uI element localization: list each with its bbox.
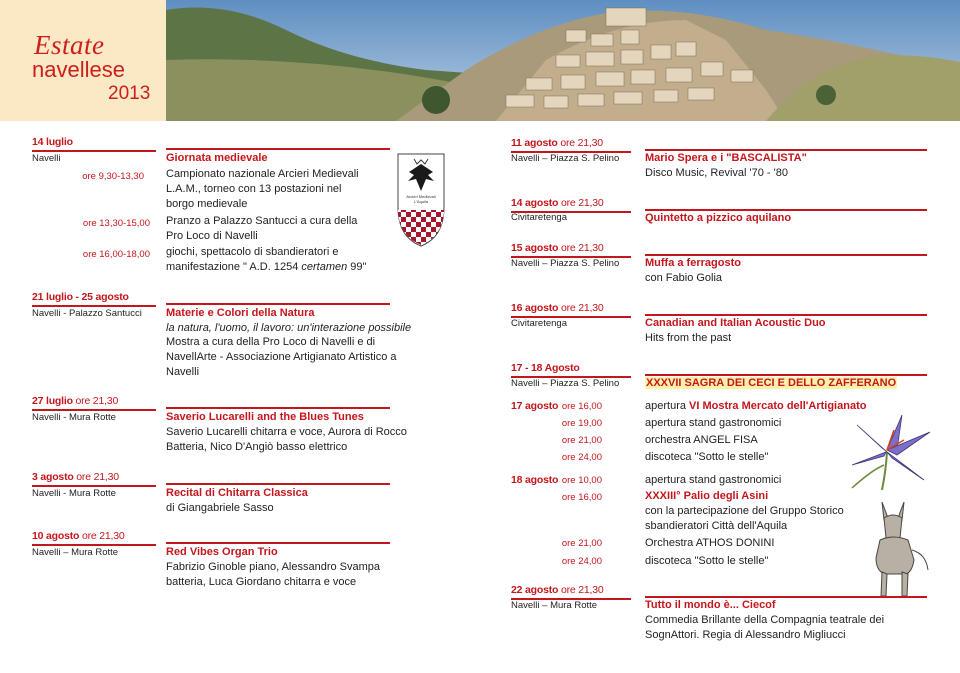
- event-title: Red Vibes Organ Trio: [166, 546, 278, 558]
- event-place: Civitaretenga: [511, 318, 567, 329]
- event-date: 27 luglio ore 21,30: [32, 395, 119, 407]
- event-place: Navelli - Palazzo Santucci: [32, 308, 142, 319]
- brand-line2: navellese: [32, 57, 125, 82]
- event-title: Recital di Chitarra Classica: [166, 487, 308, 499]
- event-title: Materie e Colori della Natura: [166, 307, 315, 319]
- event-place: Navelli – Mura Rotte: [32, 547, 119, 558]
- divider: [645, 209, 927, 211]
- event-time: ore 24,00: [561, 452, 602, 463]
- sub-date: 17 agosto: [511, 400, 559, 412]
- event-time: ore 21,00: [561, 435, 602, 446]
- event-title: Mario Spera e i "BASCALISTA": [645, 152, 807, 164]
- event-time: ore 13,30-15,00: [82, 218, 150, 229]
- divider: [166, 542, 390, 544]
- event-time: ore 19,00: [561, 418, 602, 429]
- event-place: Navelli – Mura Rotte: [511, 600, 598, 611]
- event-desc: Pranzo a Palazzo Santucci a cura della Pro Loco di Navelli: [166, 215, 358, 242]
- divider: [166, 483, 390, 485]
- divider: [166, 148, 390, 150]
- event-date: 17 - 18 Agosto: [511, 362, 580, 374]
- divider: [645, 374, 927, 376]
- event-place: Navelli: [32, 153, 61, 164]
- program-item: Orchestra ATHOS DONINI: [645, 537, 775, 549]
- event-title: Canadian and Italian Acoustic Duo: [645, 317, 826, 329]
- program-item: apertura stand gastronomici: [645, 417, 782, 429]
- program-item: apertura VI Mostra Mercato dell'Artigianato: [645, 400, 867, 412]
- divider: [645, 149, 927, 151]
- brand-block: [0, 0, 166, 121]
- event-place: Navelli – Piazza S. Pelino: [511, 153, 620, 164]
- program-item: orchestra ANGEL FISA: [645, 434, 758, 446]
- event-title: Giornata medievale: [166, 152, 268, 164]
- event-time: ore 21,00: [561, 538, 602, 549]
- event-date: 14 luglio: [32, 136, 73, 148]
- event-desc: con Fabio Golia: [645, 272, 723, 284]
- event-date: 21 luglio - 25 agosto: [32, 291, 129, 303]
- event-title: Quintetto a pizzico aquilano: [645, 212, 792, 224]
- event-time: ore 16,00-18,00: [82, 249, 150, 260]
- event-time: ore 9,30-13,30: [82, 171, 144, 182]
- event-date: 14 agosto ore 21,30: [511, 197, 604, 209]
- event-date: 16 agosto ore 21,30: [511, 302, 604, 314]
- event-place: Navelli - Mura Rotte: [32, 488, 116, 499]
- event-time: ore 24,00: [561, 556, 602, 567]
- event-time: ore 16,00: [561, 492, 602, 503]
- divider: [32, 409, 156, 411]
- village-panorama-image: [166, 0, 960, 121]
- divider: [166, 303, 390, 305]
- program-item: discoteca "Sotto le stelle": [645, 451, 769, 463]
- crest-caption: Arcieri Medievali L'Aquila: [406, 194, 436, 204]
- event-desc: Commedia Brillante della Compagnia teatrale dei SognAttori. Regia di Alessandro Migliucci: [645, 614, 885, 641]
- event-date: 22 agosto ore 21,30: [511, 584, 604, 596]
- event-time: ore 10,00: [561, 475, 602, 486]
- crest-logo: [396, 152, 446, 253]
- event-date: 15 agosto ore 21,30: [511, 242, 604, 254]
- saffron-flower-illustration: [842, 410, 937, 500]
- event-desc: Campionato nazionale Arcieri Medievali L.A.M., torneo con 13 postazioni nel borgo medievale: [166, 168, 359, 210]
- event-desc: Hits from the past: [645, 332, 732, 344]
- sub-date: 18 agosto: [511, 474, 559, 486]
- event-place: Civitaretenga: [511, 212, 567, 223]
- brand-line1: Estate: [34, 30, 105, 60]
- event-place: Navelli – Piazza S. Pelino: [511, 258, 620, 269]
- divider: [645, 596, 927, 598]
- event-time: ore 16,00: [561, 401, 602, 412]
- event-date: 3 agosto ore 21,30: [32, 471, 119, 483]
- event-title: XXXVII SAGRA DEI CECI E DELLO ZAFFERANO: [646, 377, 897, 389]
- event-desc: Disco Music, Revival '70 - '80: [645, 167, 788, 179]
- donkey-illustration: [868, 500, 938, 603]
- event-desc: giochi, spettacolo di sbandieratori e manifestazione " A.D. 1254 certamen 99": [166, 246, 367, 273]
- event-desc: di Giangabriele Sasso: [166, 502, 274, 514]
- event-desc: Mostra a cura della Pro Loco di Navelli e di NavellArte - Associazione Artigianato Artistico a Navelli: [166, 336, 397, 378]
- event-desc: Saverio Lucarelli chitarra e voce, Aurora di Rocco Batteria, Nico D'Angiò basso elettrico: [166, 426, 407, 453]
- brand-year: 2013: [108, 83, 151, 104]
- divider: [32, 150, 156, 152]
- event-date: 11 agosto ore 21,30: [511, 137, 603, 149]
- event-desc: Fabrizio Ginoble piano, Alessandro Svampa batteria, Luca Giordano chitarra e voce: [166, 561, 381, 588]
- divider: [645, 254, 927, 256]
- program-item: discoteca "Sotto le stelle": [645, 555, 769, 567]
- event-date: 10 agosto ore 21,30: [32, 530, 125, 542]
- divider: [166, 407, 390, 409]
- event-place: Navelli – Piazza S. Pelino: [511, 378, 620, 389]
- divider: [32, 544, 156, 546]
- program-item: apertura stand gastronomici: [645, 474, 782, 486]
- event-subtitle: la natura, l'uomo, il lavoro: un'interazione possibile: [166, 322, 412, 334]
- divider: [32, 485, 156, 487]
- divider: [645, 314, 927, 316]
- program-item: XXXIII° Palio degli Asini con la partecipazione del Gruppo Storico sbandieratori Città dell'Aquila: [645, 490, 844, 532]
- event-title: Muffa a ferragosto: [645, 257, 741, 269]
- event-place: Navelli - Mura Rotte: [32, 412, 116, 423]
- event-title: Tutto il mondo è... Ciecof: [645, 599, 776, 611]
- divider: [32, 305, 156, 307]
- event-title: Saverio Lucarelli and the Blues Tunes: [166, 411, 364, 423]
